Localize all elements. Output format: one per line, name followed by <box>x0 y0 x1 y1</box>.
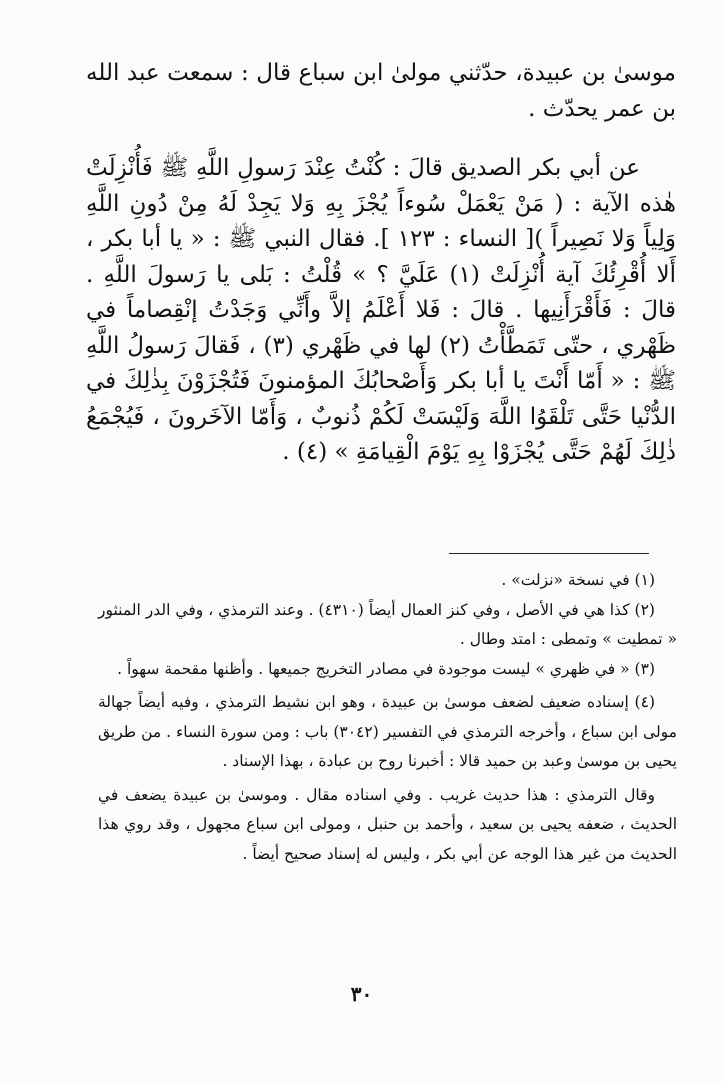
footnote-separator <box>449 553 649 554</box>
footnotes <box>98 566 677 869</box>
footnote-2: (٢) كذا هي في الأصل ، وفي كنز العمال أيضاً (٤٣١٠) . وعند الترمذي ، وفي الدر المنثور « تمطيت » وتمطى : امتد وطال . <box>98 600 677 648</box>
hadith-paragraph: عن أبي بكر الصديق قالَ : كُنْتُ عِنْدَ رَسولِ اللَّهِ ﷺ فَأُنْزِلَتْ هٰذه الآية : ( مَنْ يَعْمَلْ سُوءاً يُجْزَ بِهِ وَلا يَجِدْ لَهُ مِنْ دُونِ اللَّهِ وَلِياً وَلا نَصِيراً )[ النساء : ١٢٣ ]. فقال النبي ﷺ : « يا أبا بكر ، أَلا أُقْرِئُكَ آية أُنْزِلَتْ (١) عَلَيَّ ؟ » قُلْتُ : بَلى يا رَسولَ اللَّهِ . قالَ : فَأَقْرَأَنِيها . قالَ : فَلا أَعْلَمُ إلاَّ وأَنِّي وَجَدْتُ إنْقِصاماً في ظَهْري ، حتّى تَمَطَّأْتُ (٢) لها في ظَهْري (٣) ، فَقالَ رَسولُ اللَّهِ ﷺ : « أَمّا أَنْتَ يا أبا بكر وَأَصْحابُكَ المؤمنونَ فَتُجْزَوْنَ بِذٰلِكَ في الدُّنْيا حَتَّى تَلْقَوُا اللَّهَ وَلَيْسَتْ لَكُمْ ذُنوبٌ ، وَأَمّا الآخَرونَ ، فَيُجْمَعُ ذٰلِكَ لَهُمْ حَتَّى يُجْزَوْا بِهِ يَوْمَ الْقِيامَةِ » (٤) . <box>86 155 677 465</box>
footnote-3: (٣) « في ظهري » ليست موجودة في مصادر التخريج جميعها . وأظنها مقحمة سهواً . <box>117 659 655 678</box>
footnote-4-continued: وقال الترمذي : هذا حديث غريب . وفي اسناده مقال . وموسىٰ بن عبيدة يضعف في الحديث ، ضعفه يحيى بن سعيد ، وأحمد بن حنبل ، ومولى ابن سباع مجهول ، وقد روي هذا الحديث من غير هذا الوجه عن أبي بكر ، وليس له إسناد صحيح أيضاً . <box>98 785 677 863</box>
footnote-1: (١) في نسخة «نزلت» . <box>501 571 655 589</box>
footnote-4: (٤) إسناده ضعيف لضعف موسىٰ بن عبيدة ، وهو ابن نشيط الترمذي ، وفيه أيضاً جهالة مولى ابن سباع ، وأخرجه الترمذي في التفسير (٣٠٤٢) باب : ومن سورة النساء . من طريق يحيى بن موسىٰ وعبد بن حميد قالا : أخبرنا روح بن عبادة ، بهذا الإسناد . <box>98 693 677 770</box>
main-text <box>86 56 676 471</box>
page-number: ٣٠ <box>350 982 373 1006</box>
isnad-paragraph: موسىٰ بن عبيدة، حدّثني مولىٰ ابن سباع قال : سمعت عبد الله بن عمر يحدّث . <box>86 60 676 122</box>
